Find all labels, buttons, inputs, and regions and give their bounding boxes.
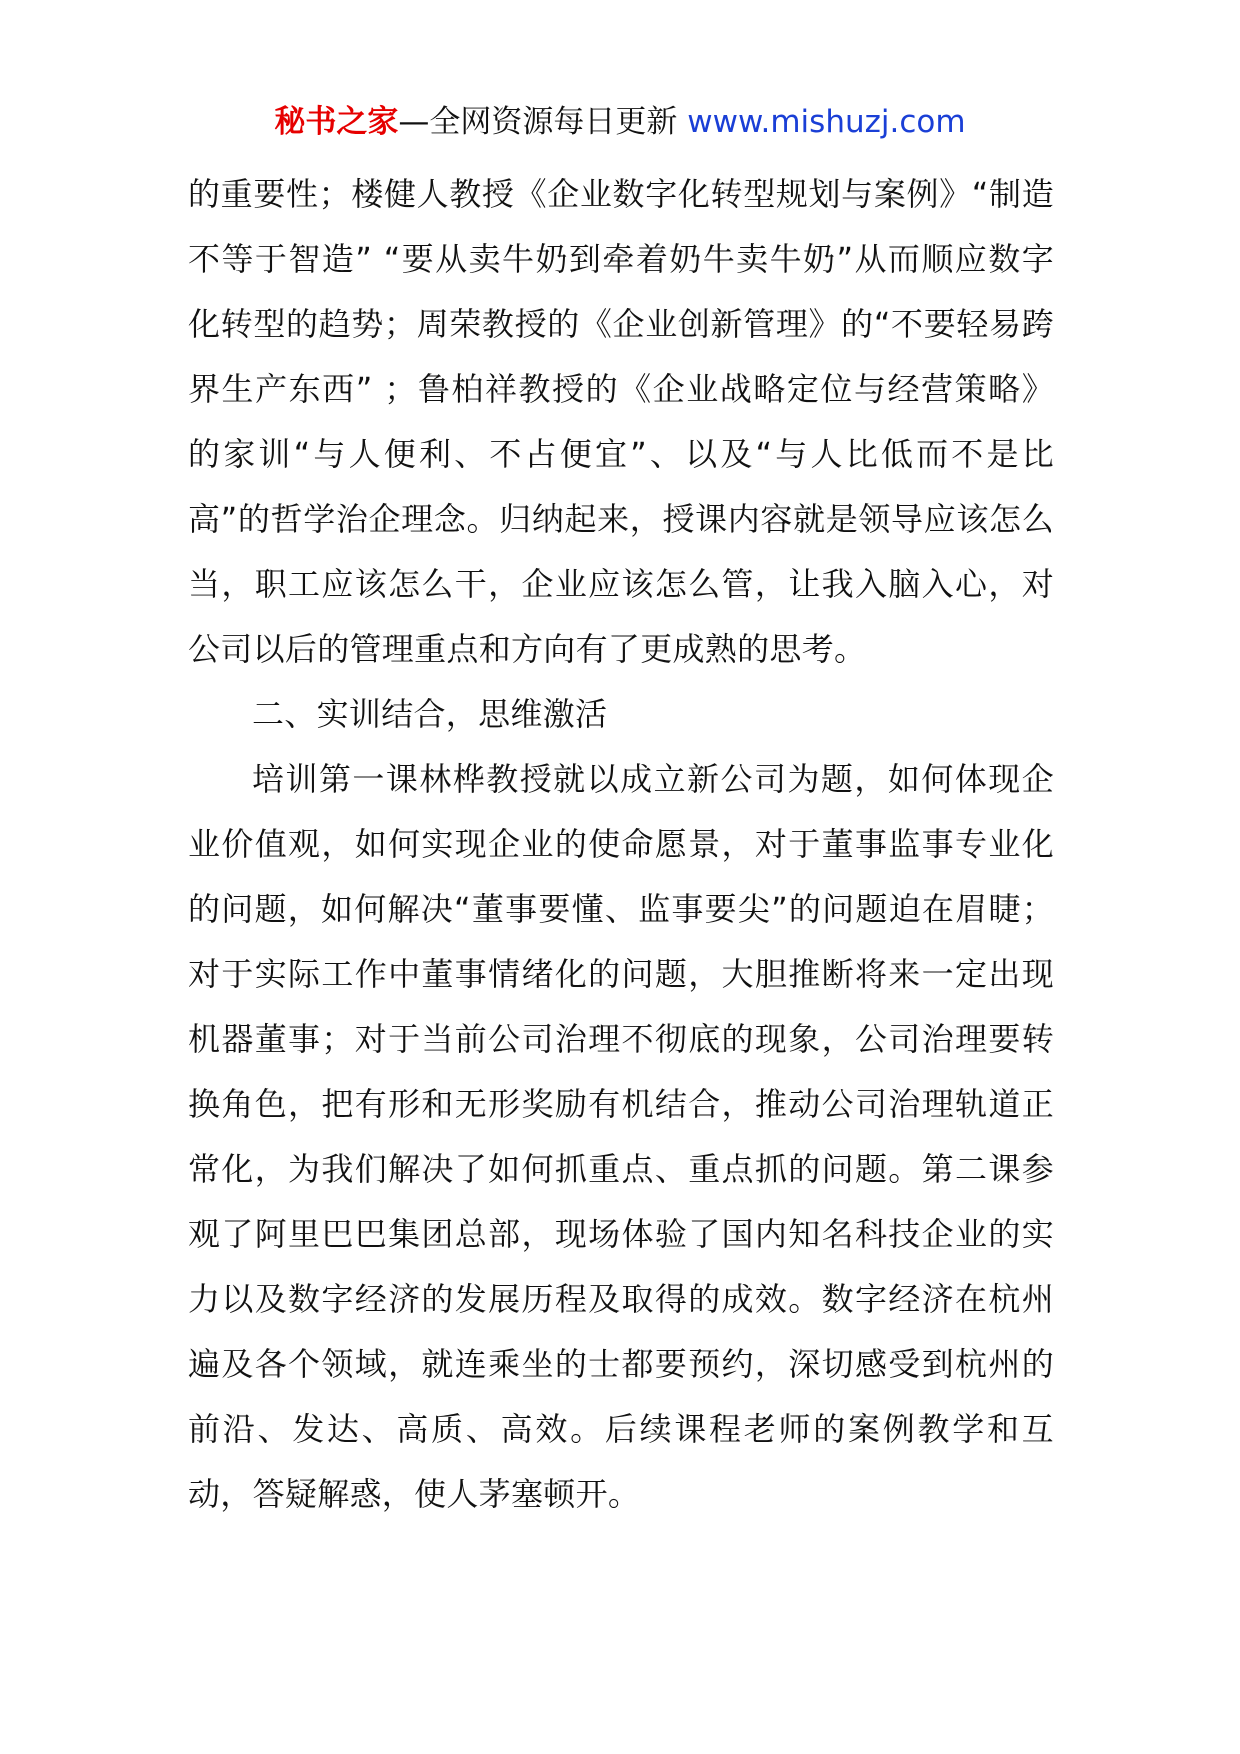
- header-tagline: —全网资源每日更新: [398, 104, 688, 140]
- document-body: [188, 162, 1054, 1527]
- section-heading: 二、实训结合，思维激活: [252, 695, 608, 733]
- header-brand: 秘书之家: [274, 104, 399, 140]
- header-url-link[interactable]: www.mishuzj.com: [687, 104, 966, 140]
- paragraph-training: 培训第一课林桦教授就以成立新公司为题，如何体现企业价值观，如何实现企业的使命愿景，对于董事监事专业化的问题，如何解决“董事要懂、监事要尖”的问题迫在眉睫；对于实际工作中董事情绪化的问题，大胆推断将来一定出现机器董事；对于当前公司治理不彻底的现象，公司治理要转换角色，把有形和无形奖励有机结合，推动公司治理轨道正常化，为我们解决了如何抓重点、重点抓的问题。第二课参观了阿里巴巴集团总部，现场体验了国内知名科技企业的实力以及数字经济的发展历程及取得的成效。数字经济在杭州遍及各个领域，就连乘坐的士都要预约，深切感受到杭州的前沿、发达、高质、高效。后续课程老师的案例教学和互动，答疑解惑，使人茅塞顿开。: [188, 760, 1054, 1513]
- paragraph-continuation: 的重要性；楼健人教授《企业数字化转型规划与案例》“制造不等于智造” “要从卖牛奶到牵着奶牛卖牛奶”从而顺应数字化转型的趋势；周荣教授的《企业创新管理》的“不要轻易跨界生产东西” ；鲁柏祥教授的《企业战略定位与经营策略》的家训“与人便利、不占便宜”、以及“与人比低而不是比高”的哲学治企理念。归纳起来，授课内容就是领导应该怎么当，职工应该怎么干，企业应该怎么管，让我入脑入心，对公司以后的管理重点和方向有了更成熟的思考。: [188, 175, 1054, 668]
- page-header: [0, 100, 1240, 144]
